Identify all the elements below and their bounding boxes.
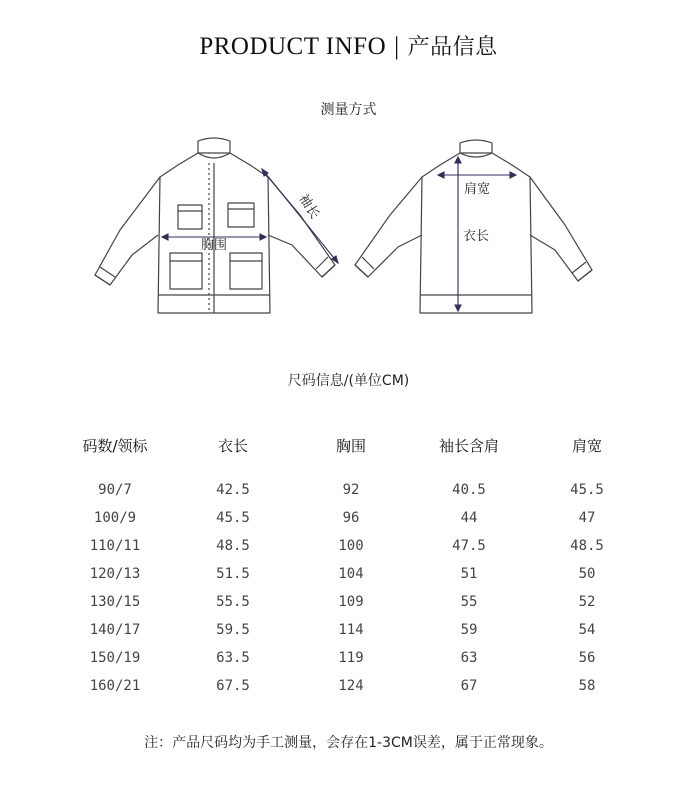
cell-shoulder: 56 — [578, 650, 596, 666]
cell-sleeve: 59 — [460, 622, 478, 638]
table-row — [56, 560, 646, 588]
cell-sleeve: 47.5 — [452, 538, 486, 554]
table-row — [56, 588, 646, 616]
size-info-heading: 尺码信息/(单位CM) — [287, 373, 410, 389]
cell-size: 130/15 — [89, 594, 141, 610]
table-row — [56, 464, 646, 504]
col-length: 衣长 — [217, 436, 248, 455]
shoulder-label: 肩宽 — [463, 182, 491, 197]
col-chest: 胸围 — [335, 436, 366, 455]
cell-shoulder: 50 — [578, 566, 596, 582]
measurement-diagram — [0, 135, 697, 325]
cell-sleeve: 63 — [460, 650, 478, 666]
cell-shoulder: 45.5 — [570, 482, 604, 498]
cell-length: 59.5 — [216, 622, 250, 638]
cell-length: 45.5 — [216, 510, 250, 526]
col-sleeve: 袖长含肩 — [438, 436, 499, 455]
table-row — [56, 672, 646, 700]
cell-shoulder: 54 — [578, 622, 596, 638]
cell-length: 51.5 — [216, 566, 250, 582]
cell-shoulder: 47 — [578, 510, 596, 526]
cell-shoulder: 52 — [578, 594, 596, 610]
cell-chest: 104 — [338, 566, 364, 582]
cell-sleeve: 67 — [460, 678, 478, 694]
sleeve-measure-line — [262, 169, 338, 263]
cell-length: 48.5 — [216, 538, 250, 554]
length-measure-line — [455, 157, 461, 311]
table-row — [56, 532, 646, 560]
cell-size: 140/17 — [89, 622, 141, 638]
cell-shoulder: 48.5 — [570, 538, 604, 554]
cell-sleeve: 51 — [460, 566, 478, 582]
table-row — [56, 644, 646, 672]
cell-chest: 100 — [338, 538, 364, 554]
cell-chest: 92 — [342, 482, 360, 498]
sleeve-label: 袖长 — [295, 191, 322, 222]
title-cn: 产品信息 — [407, 35, 498, 60]
cell-length: 63.5 — [216, 650, 250, 666]
cell-size: 150/19 — [89, 650, 141, 666]
cell-chest: 109 — [338, 594, 364, 610]
length-label: 衣长 — [462, 229, 490, 244]
cell-size: 100/9 — [93, 510, 137, 526]
title-en: PRODUCT INFO — [199, 33, 387, 60]
back-jacket-illustration — [355, 140, 592, 313]
title-separator: | — [394, 33, 400, 60]
size-table — [56, 426, 646, 700]
cell-chest: 119 — [338, 650, 364, 666]
col-shoulder: 肩宽 — [571, 436, 602, 455]
front-jacket-illustration — [95, 138, 335, 313]
cell-chest: 96 — [342, 510, 360, 526]
size-table-header — [56, 426, 646, 464]
table-row — [56, 616, 646, 644]
cell-chest: 114 — [338, 622, 364, 638]
cell-sleeve: 44 — [460, 510, 478, 526]
cell-size: 160/21 — [89, 678, 141, 694]
cell-size: 120/13 — [89, 566, 141, 582]
col-size: 码数/领标 — [82, 436, 148, 455]
cell-length: 42.5 — [216, 482, 250, 498]
chest-label: 胸围 — [200, 238, 228, 253]
cell-size: 90/7 — [98, 482, 132, 498]
cell-sleeve: 40.5 — [452, 482, 486, 498]
shoulder-measure-line — [438, 172, 516, 178]
cell-sleeve: 55 — [460, 594, 478, 610]
cell-size: 110/11 — [89, 538, 141, 554]
cell-length: 67.5 — [216, 678, 250, 694]
measurement-note: 注：产品尺码均为手工测量，会存在1-3CM误差，属于正常现象。 — [144, 735, 553, 751]
cell-chest: 124 — [338, 678, 364, 694]
table-row — [56, 504, 646, 532]
cell-length: 55.5 — [216, 594, 250, 610]
measure-method-heading: 测量方式 — [320, 102, 377, 118]
cell-shoulder: 58 — [578, 678, 596, 694]
page-title — [0, 30, 697, 61]
